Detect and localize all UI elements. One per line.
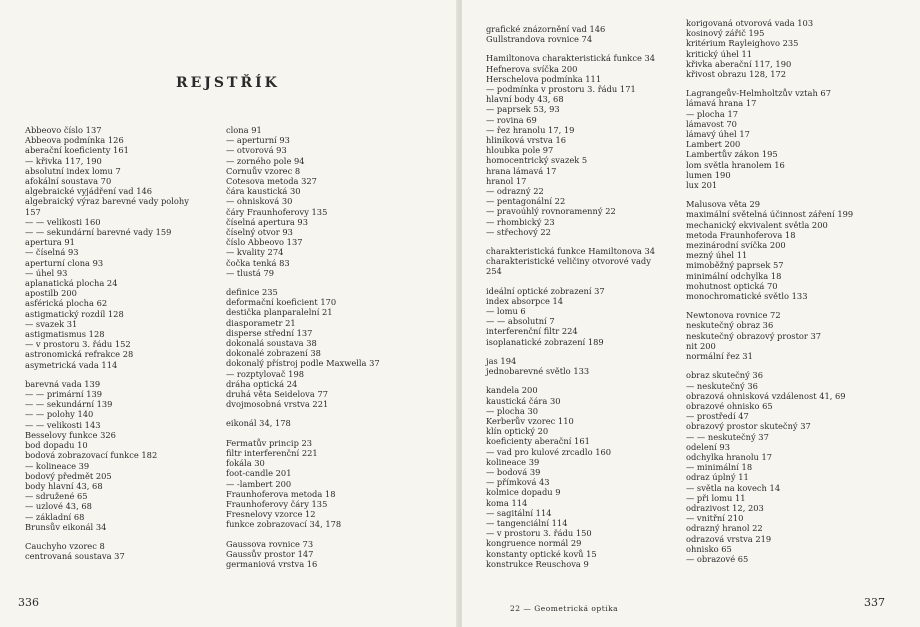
index-entry: funkce zobrazovací 34, 178 [226, 519, 342, 530]
index-entry: Lambertův zákon 195 [686, 149, 778, 160]
index-entry: hloubka pole 97 [486, 145, 554, 156]
index-entry: astronomická refrakce 28 [25, 349, 134, 360]
index-entry: jas 194 [486, 355, 517, 366]
index-entry: ideální optické zobrazení 37 [486, 285, 605, 296]
index-entry: interferenční filtr 224 [486, 326, 578, 337]
index-entry: aplanatická plocha 24 [25, 278, 118, 289]
index-entry: odelení 93 [686, 441, 730, 452]
index-entry: kaustická čára 30 [486, 395, 561, 406]
index-entry: — střechový 22 [486, 226, 551, 237]
index-entry: — — primární 139 [25, 389, 103, 400]
index-entry: dokonalý přístroj podle Maxwella 37 [226, 358, 380, 369]
index-entry: lámavá hrana 17 [686, 98, 757, 109]
index-entry: — sagitální 114 [486, 507, 552, 518]
index-entry: dokonalá soustava 38 [226, 338, 317, 349]
index-entry: 157 [25, 206, 41, 217]
index-entry: — minimální 18 [686, 462, 753, 473]
index-entry: — tlustá 79 [226, 267, 274, 278]
index-entry: index absorpce 14 [486, 295, 564, 306]
index-entry: — — polohy 140 [25, 409, 94, 420]
index-entry: astigmatický rozdíl 128 [25, 308, 124, 319]
index-entry: Gullstrandova rovnice 74 [486, 34, 593, 45]
index-entry: čočka tenká 83 [226, 257, 290, 268]
index-entry: ohnisko 65 [686, 543, 732, 554]
index-entry: destička planparalelní 21 [226, 307, 333, 318]
index-entry: centrovaná soustava 37 [25, 551, 125, 562]
index-entry: nit 200 [686, 340, 716, 351]
index-entry: korigovaná otvorová vada 103 [686, 18, 814, 28]
index-entry: disperse střední 137 [226, 327, 313, 338]
index-entry: — úhel 93 [25, 267, 68, 278]
index-entry: charakteristická funkce Hamiltonova 34 [486, 246, 656, 257]
index-entry: — v prostoru 3. řádu 150 [486, 528, 592, 539]
index-entry: — — velikosti 143 [25, 419, 101, 430]
index-entry: odchylka hranolu 17 [686, 451, 773, 462]
index-entry: apostilb 200 [25, 288, 77, 299]
left-index-column-2 [226, 125, 380, 569]
index-entry: mezný úhel 11 [686, 250, 748, 261]
index-entry: — odrazný 22 [486, 186, 544, 197]
index-entry: — plocha 17 [686, 108, 739, 119]
index-entry: — světla na kovech 14 [686, 482, 781, 493]
index-entry: — tangenciální 114 [486, 517, 568, 528]
index-entry: kolmice dopadu 9 [486, 487, 561, 498]
index-entry: germaniová vrstva 16 [226, 558, 318, 569]
index-entry: — paprsek 53, 93 [486, 104, 560, 115]
index-entry: konstanty optické kovů 15 [486, 548, 597, 559]
index-entry: neskutečný obraz 36 [686, 320, 774, 331]
index-entry: — pravoúhlý rovnoramenný 22 [486, 206, 616, 217]
index-entry: mechanický ekvivalent světla 200 [686, 219, 828, 230]
index-entry: dvojmosobná vrstva 221 [226, 399, 329, 410]
index-entry: — obrazové 65 [686, 553, 749, 564]
index-entry: Herschelova podmínka 111 [486, 73, 602, 84]
index-entry: kritický úhel 11 [686, 48, 753, 59]
index-entry: kritérium Rayleighovo 235 [686, 38, 799, 49]
index-entry: lom světla hranolem 16 [686, 159, 785, 170]
index-entry: — přímková 43 [486, 477, 550, 488]
index-entry: bodová zobrazovací funkce 182 [25, 450, 158, 461]
index-entry: deformační koeficient 170 [226, 297, 337, 308]
index-entry: Gaussův prostor 147 [226, 548, 314, 559]
index-entry: Kerberův vzorec 110 [486, 415, 574, 426]
index-entry: — sdružené 65 [25, 491, 88, 502]
index-entry: Hefnerova svíčka 200 [486, 63, 578, 74]
index-entry: maximální světelná účinnost záření 199 [686, 209, 854, 220]
index-entry: obrazové ohnisko 65 [686, 400, 773, 411]
index-entry: lámavý úhel 17 [686, 129, 750, 140]
index-entry: koma 114 [486, 497, 528, 508]
index-entry: — otvorová 93 [226, 145, 287, 156]
index-entry: — základní 68 [25, 511, 85, 522]
index-entry: — — neskutečný 37 [686, 431, 769, 442]
index-entry: Lagrangeův-Helmholtzův vztah 67 [686, 88, 831, 99]
index-entry: mezinárodní svíčka 200 [686, 240, 786, 251]
index-entry: lux 201 [686, 180, 718, 191]
index-entry: čára kaustická 30 [226, 186, 301, 197]
index-entry: minimální odchylka 18 [686, 270, 782, 281]
index-entry: — — sekundární 139 [25, 399, 113, 410]
index-entry: křivost obrazu 128, 172 [686, 69, 787, 80]
index-entry: — plocha 30 [486, 405, 539, 416]
index-entry: Fermatův princip 23 [226, 437, 313, 448]
index-entry: — -lambert 200 [226, 478, 292, 489]
index-entry: definice 235 [226, 287, 278, 298]
index-entry: — — velikosti 160 [25, 216, 101, 227]
index-entry: 254 [486, 266, 502, 277]
page-title: REJSTŘÍK [176, 75, 280, 91]
index-entry: čáry Fraunhoferovy 135 [226, 206, 328, 217]
index-entry: obrazový prostor skutečný 37 [686, 421, 811, 432]
index-entry: — rhombický 23 [486, 216, 555, 227]
index-entry: odrazová vrstva 219 [686, 533, 772, 544]
index-entry: — křivka 117, 190 [25, 155, 102, 166]
index-entry: — ohnisková 30 [226, 196, 293, 207]
index-entry: kolineace 39 [486, 456, 540, 467]
index-entry: kosinový zářič 195 [686, 28, 765, 39]
index-entry: absolutní index lomu 7 [25, 165, 121, 176]
index-entry: — neskutečný 36 [686, 380, 758, 391]
index-entry: — vnitřní 210 [686, 513, 744, 524]
index-entry: koeficienty aberační 161 [486, 436, 590, 447]
page-footer: 22 — Geometrická optika [510, 604, 619, 613]
index-entry: hlavní body 43, 68 [486, 94, 564, 105]
index-entry: křivka aberační 117, 190 [686, 58, 792, 69]
index-entry: obraz skutečný 36 [686, 370, 763, 381]
left-index-column-1 [25, 125, 189, 561]
index-entry: clona 91 [226, 125, 262, 135]
index-entry: hliníková vrstva 16 [486, 135, 567, 146]
index-entry: Fraunhoferovy čáry 135 [226, 498, 328, 509]
page-number-left: 336 [18, 596, 39, 609]
index-entry: barevná vada 139 [25, 378, 101, 389]
index-entry: — kvality 274 [226, 247, 284, 258]
index-entry: Newtonova rovnice 72 [686, 310, 781, 321]
index-entry: — při lomu 11 [686, 492, 746, 503]
index-entry: Malusova věta 29 [686, 199, 761, 210]
index-entry: obrazová ohnisková vzdálenost 41, 69 [686, 390, 846, 401]
index-entry: Besselovy funkce 326 [25, 429, 116, 440]
index-entry: — rozptylovač 198 [226, 368, 305, 379]
index-entry: algebraické vyjádření vad 146 [25, 186, 153, 197]
index-entry: — vad pro kulové zrcadlo 160 [486, 446, 612, 457]
index-entry: druhá věta Seidelova 77 [226, 389, 329, 400]
index-entry: odrazný hranol 22 [686, 523, 763, 534]
index-entry: fokála 30 [226, 458, 265, 469]
right-index-column-2 [686, 18, 853, 564]
page-number-right: 337 [864, 596, 885, 609]
index-entry: mimoběžný paprsek 57 [686, 260, 784, 271]
index-entry: hrana lámavá 17 [486, 165, 557, 176]
index-entry: aberační koeficienty 161 [25, 145, 129, 156]
index-entry: mohutnost optická 70 [686, 280, 778, 291]
index-entry: dokonalé zobrazení 38 [226, 348, 321, 359]
index-entry: — uzlové 43, 68 [25, 501, 92, 512]
index-entry: normální řez 31 [686, 351, 753, 362]
index-entry: Cauchyho vzorec 8 [25, 540, 105, 551]
index-entry: — podmínka v prostoru 3. řádu 171 [486, 84, 636, 95]
index-entry: Gaussova rovnice 73 [226, 538, 314, 549]
index-entry: charakteristické veličiny otvorové vady [486, 256, 651, 267]
index-entry: Abbeovo číslo 137 [25, 125, 102, 135]
index-entry: isoplanatické zobrazení 189 [486, 336, 604, 347]
index-entry: asférická plocha 62 [25, 298, 108, 309]
index-entry: odraz úplný 11 [686, 472, 749, 483]
index-entry: lumen 190 [686, 169, 731, 180]
index-entry: astigmatismus 128 [25, 329, 105, 340]
index-entry: — — sekundární barevné vady 159 [25, 227, 172, 238]
index-entry: — lomu 6 [486, 306, 526, 317]
right-index-column-1 [486, 24, 655, 569]
index-entry: Hamiltonova charakteristická funkce 34 [486, 53, 656, 64]
index-entry: hranol 17 [486, 175, 527, 186]
index-entry: asymetrická vada 114 [25, 359, 118, 370]
index-entry: — pentagonální 22 [486, 196, 566, 207]
index-entry: grafické znázornění vad 146 [486, 24, 606, 34]
index-entry: Abbeova podmínka 126 [25, 135, 124, 146]
index-entry: — svazek 31 [25, 318, 78, 329]
index-entry: číselná apertura 93 [226, 216, 308, 227]
index-entry: Cotesova metoda 327 [226, 176, 317, 187]
index-entry: bod dopadu 10 [25, 440, 88, 451]
index-entry: foot-candle 201 [226, 468, 292, 479]
index-entry: diasporametr 21 [226, 317, 296, 328]
index-entry: body hlavní 43, 68 [25, 480, 103, 491]
index-entry: neskutečný obrazový prostor 37 [686, 330, 822, 341]
index-entry: klín optický 20 [486, 426, 549, 437]
index-entry: kongruence normál 29 [486, 538, 582, 549]
index-entry: konstrukce Reuschova 9 [486, 558, 589, 569]
index-entry: — bodová 39 [486, 466, 541, 477]
index-entry: algebraický výraz barevné vady polohy [25, 196, 189, 207]
index-entry: — aperturní 93 [226, 135, 290, 146]
index-entry: kandela 200 [486, 385, 538, 396]
index-entry: Brunsův eikonál 34 [25, 521, 107, 532]
index-entry: Cornuův vzorec 8 [226, 165, 301, 176]
index-entry: Fresnelovy vzorce 12 [226, 509, 316, 520]
index-entry: číselný otvor 93 [226, 227, 293, 238]
index-entry: metoda Fraunhoferova 18 [686, 229, 796, 240]
index-entry: — prostředí 47 [686, 411, 749, 422]
index-entry: — kolineace 39 [25, 460, 90, 471]
index-entry: Fraunhoferova metoda 18 [226, 488, 336, 499]
index-entry: — — absolutní 7 [486, 316, 555, 327]
index-entry: odrazivost 12, 203 [686, 502, 764, 513]
index-entry: — řez hranolu 17, 19 [486, 124, 575, 135]
index-entry: afokální soustava 70 [25, 176, 112, 187]
index-entry: — v prostoru 3. řádu 152 [25, 339, 131, 350]
index-entry: dráha optická 24 [226, 378, 298, 389]
index-entry: — rovina 69 [486, 114, 537, 125]
index-entry: jednobarevné světlo 133 [486, 366, 590, 377]
index-entry: lámavost 70 [686, 118, 737, 129]
index-entry: číslo Abbeovo 137 [226, 237, 303, 248]
index-entry: homocentrický svazek 5 [486, 155, 588, 166]
index-entry: — číselná 93 [25, 247, 79, 258]
index-entry: monochromatické světlo 133 [686, 291, 808, 302]
index-entry: aperturní clona 93 [25, 257, 104, 268]
index-entry: eikonál 34, 178 [226, 418, 291, 429]
index-entry: apertura 91 [25, 237, 75, 248]
index-entry: Lambert 200 [686, 139, 741, 150]
index-entry: bodový předmět 205 [25, 470, 112, 481]
index-entry: filtr interferenční 221 [226, 447, 318, 458]
index-entry: — zorného pole 94 [226, 155, 305, 166]
